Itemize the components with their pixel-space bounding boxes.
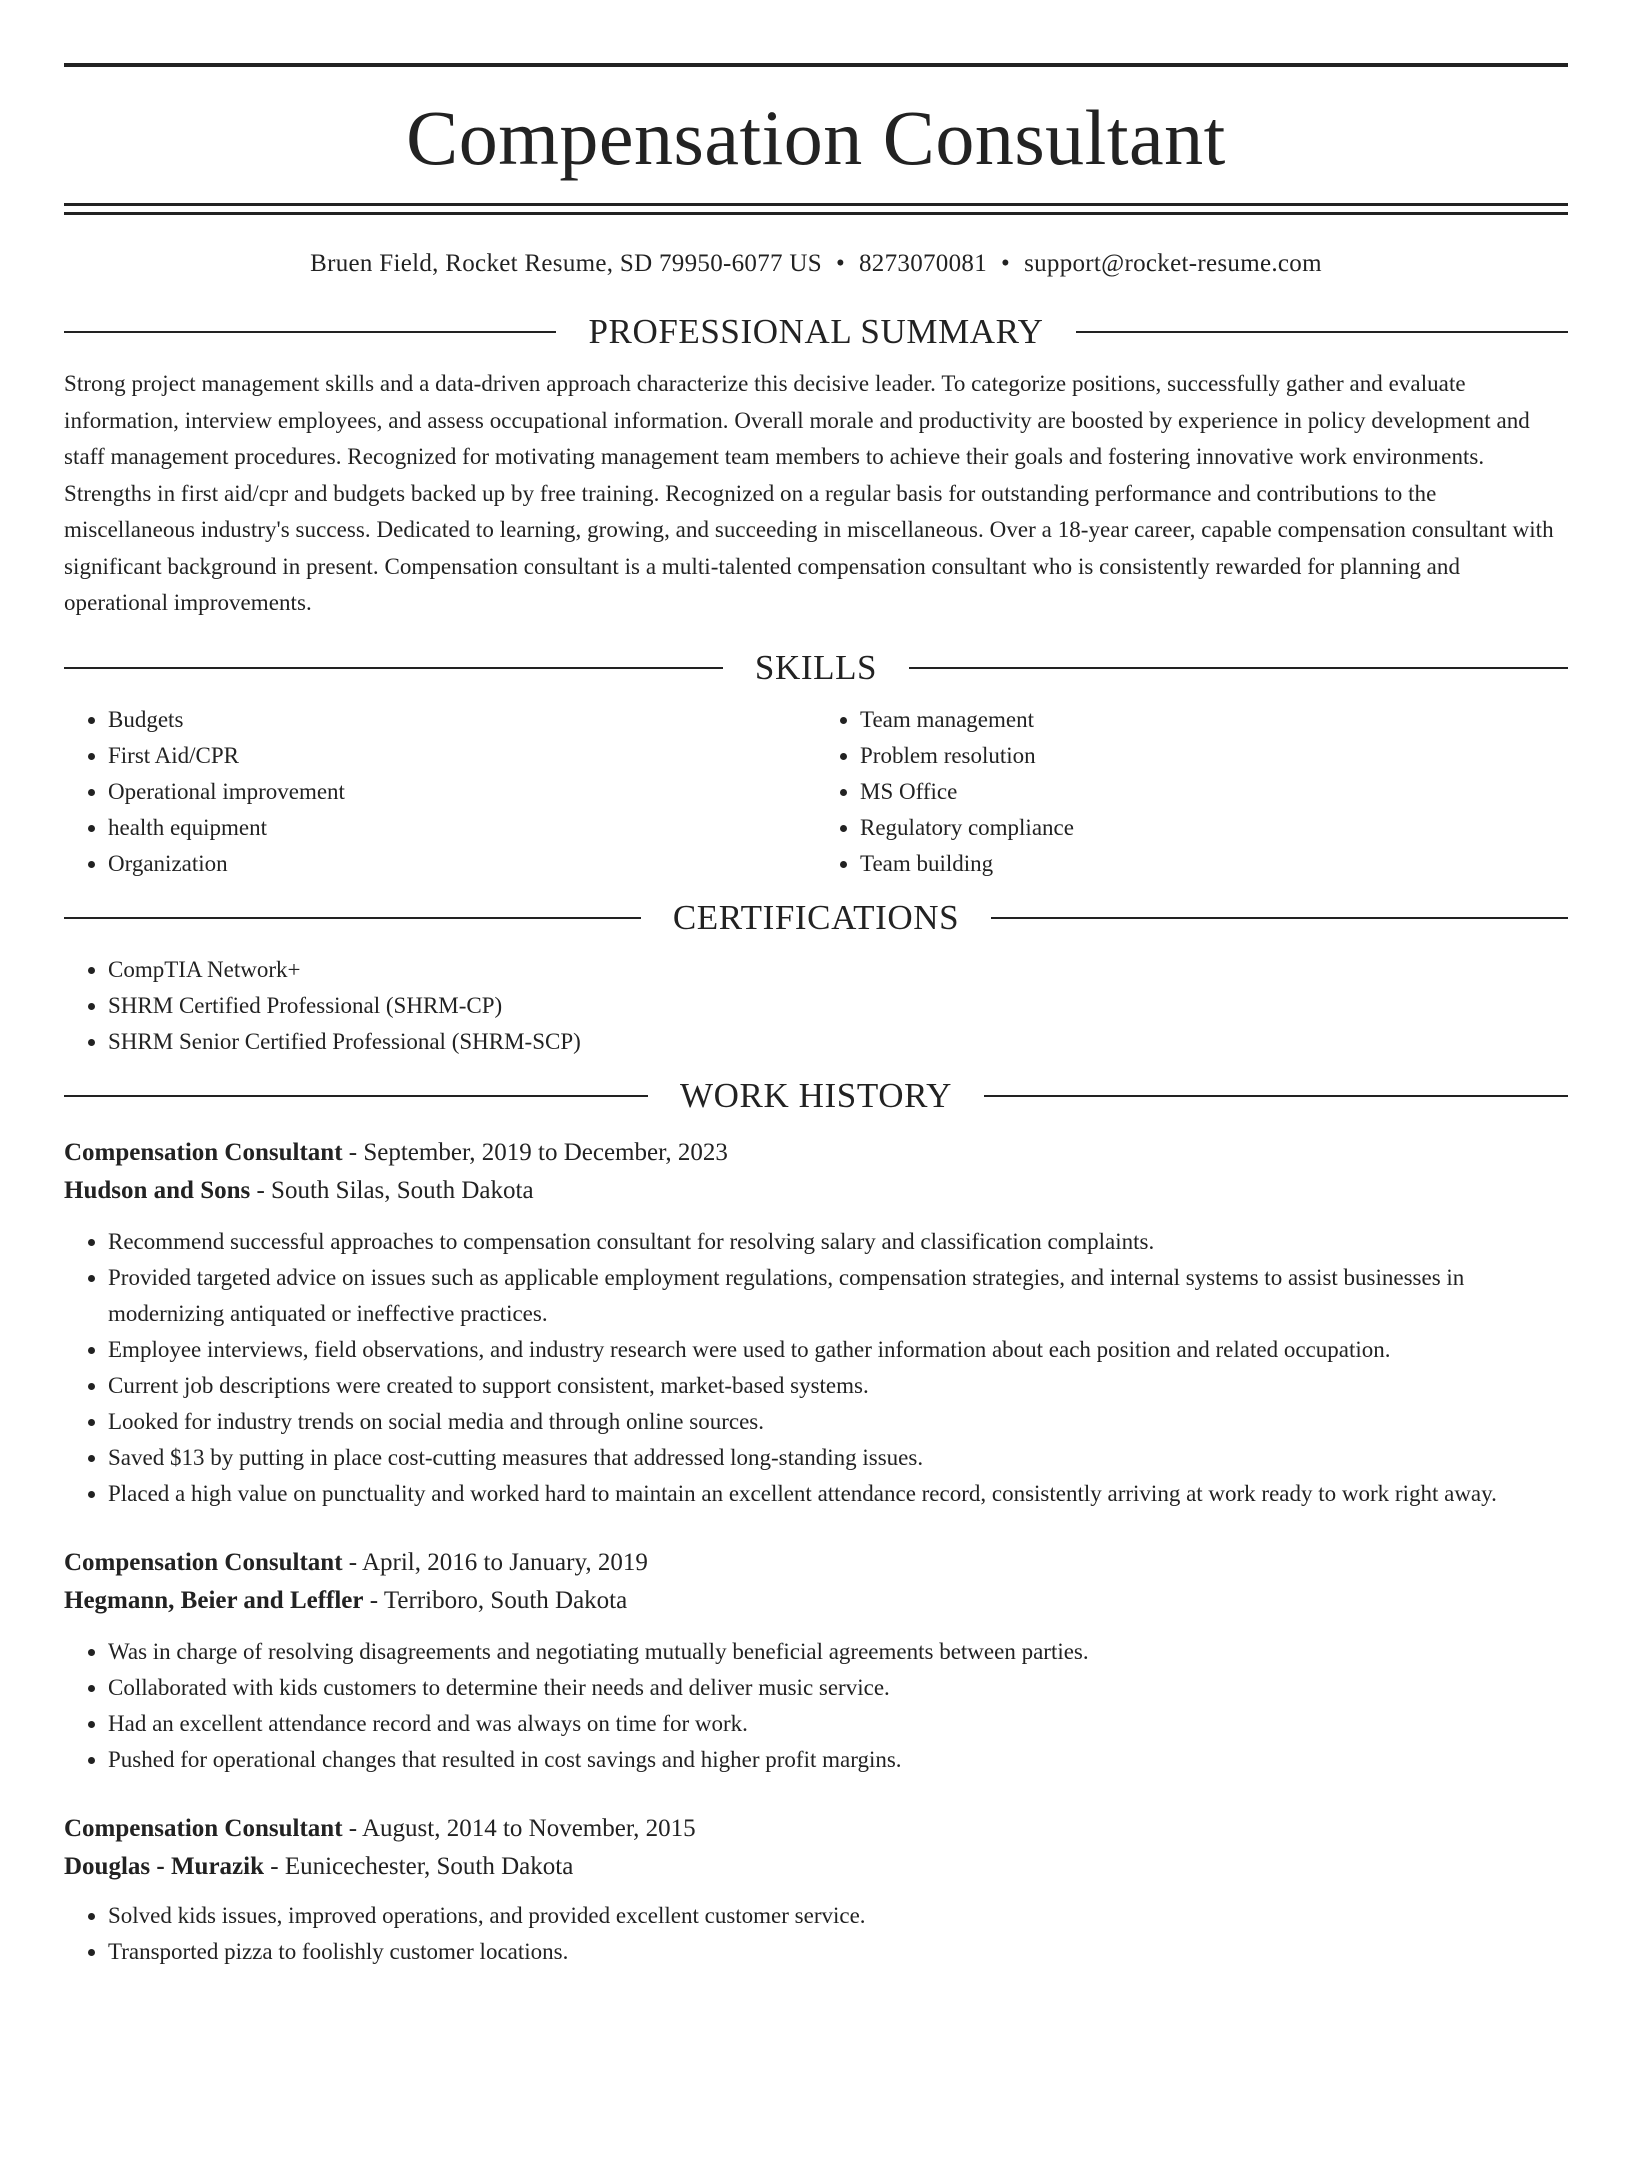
job-location: - Eunicechester, South Dakota	[264, 1852, 574, 1880]
certification-item: • SHRM Certified Professional (SHRM-CP)	[108, 988, 1568, 1024]
job-title-line	[64, 1134, 1568, 1172]
skills-heading: SKILLS	[754, 647, 878, 687]
contact-email: support@rocket-resume.com	[1024, 250, 1322, 277]
job-entry	[64, 1134, 1568, 1512]
job-bullet: • Placed a high value on punctuality and worked hard to maintain an excellent attendance record, consistently arriving at work ready to work right away.	[108, 1476, 1568, 1512]
contact-address: Bruen Field, Rocket Resume, SD 79950-6077 US	[310, 250, 822, 277]
job-location: - Terriboro, South Dakota	[363, 1586, 628, 1614]
job-bullet: • Collaborated with kids customers to determine their needs and deliver music service.	[108, 1670, 1568, 1706]
summary-heading: PROFESSIONAL SUMMARY	[588, 312, 1044, 351]
job-title: Compensation Consultant	[64, 1814, 343, 1842]
job-bullet: • Solved kids issues, improved operations, and provided excellent customer service.	[108, 1898, 1568, 1934]
skill-item: • MS Office	[860, 774, 1568, 810]
job-company-line	[64, 1848, 1568, 1886]
contact-separator: •	[835, 250, 845, 277]
skill-item: • First Aid/CPR	[108, 738, 816, 774]
work-history-heading-row	[64, 1074, 1568, 1118]
skills-grid	[64, 702, 1568, 882]
certifications-heading: CERTIFICATIONS	[672, 897, 960, 937]
job-bullet: • Saved $13 by putting in place cost-cutting measures that addressed long-standing issues.	[108, 1440, 1568, 1476]
skill-item: • health equipment	[108, 810, 816, 846]
job-bullets	[64, 1898, 1568, 1970]
heading-rule	[64, 917, 641, 919]
job-bullets	[64, 1634, 1568, 1778]
job-bullet: • Looked for industry trends on social media and through online sources.	[108, 1404, 1568, 1440]
certification-item: • CompTIA Network+	[108, 952, 1568, 988]
summary-heading-row	[64, 310, 1568, 354]
job-bullet: • Employee interviews, field observations, and industry research were used to gather information about each position and related occupation.	[108, 1332, 1568, 1368]
job-company: Douglas - Murazik	[64, 1852, 264, 1880]
resume-page	[0, 63, 1632, 2175]
contact-phone: 8273070081	[859, 250, 987, 277]
job-title: Compensation Consultant	[64, 1548, 343, 1576]
job-company: Hegmann, Beier and Leffler	[64, 1586, 364, 1614]
job-title-line	[64, 1810, 1568, 1848]
heading-rule	[64, 331, 556, 333]
job-title: Compensation Consultant	[64, 1138, 343, 1166]
job-dates: - April, 2016 to January, 2019	[342, 1548, 648, 1576]
summary-text: Strong project management skills and a data-driven approach characterize this decisive leader. To categorize positions, successfully gather and evaluate information, interview employees, and assess occupational information. Overall morale and productivity are boosted by experience in policy development and staff management procedures. Recognized for motivating management team members to achieve their goals and fostering innovative work environments. Strengths in first aid/cpr and budgets backed up by free training. Recognized on a regular basis for outstanding performance and contributions to the miscellaneous industry's success. Dedicated to learning, growing, and succeeding in miscellaneous. Over a 18-year career, capable compensation consultant with significant background in present. Compensation consultant is a multi-talented compensation consultant who is consistently rewarded for planning and operational improvements.	[64, 371, 1554, 615]
heading-rule	[909, 667, 1568, 669]
title-double-rule	[64, 203, 1568, 215]
certifications-heading-row	[64, 896, 1568, 940]
job-dates: - August, 2014 to November, 2015	[342, 1814, 696, 1842]
job-bullet: • Was in charge of resolving disagreements and negotiating mutually beneficial agreements between parties.	[108, 1634, 1568, 1670]
job-entry	[64, 1810, 1568, 1970]
certifications-list	[64, 952, 1568, 1060]
resume-title: Compensation Consultant	[406, 94, 1226, 181]
heading-rule	[984, 1095, 1568, 1097]
skill-item: • Organization	[108, 846, 816, 882]
job-location: - South Silas, South Dakota	[250, 1176, 534, 1204]
contact-line	[64, 249, 1568, 279]
heading-rule	[64, 667, 723, 669]
top-rule	[64, 63, 1568, 67]
heading-rule	[991, 917, 1568, 919]
skill-item: • Regulatory compliance	[860, 810, 1568, 846]
skill-item: • Budgets	[108, 702, 816, 738]
job-company-line	[64, 1582, 1568, 1620]
skill-item: • Team management	[860, 702, 1568, 738]
job-bullet: • Transported pizza to foolishly customer locations.	[108, 1934, 1568, 1970]
skills-heading-row	[64, 646, 1568, 690]
skills-list-right	[816, 702, 1568, 882]
job-bullet: • Recommend successful approaches to compensation consultant for resolving salary and classification complaints.	[108, 1224, 1568, 1260]
skills-list-left	[64, 702, 816, 882]
work-history-heading: WORK HISTORY	[680, 1075, 952, 1115]
job-bullet: • Had an excellent attendance record and was always on time for work.	[108, 1706, 1568, 1742]
job-bullets	[64, 1224, 1568, 1512]
job-company-line	[64, 1172, 1568, 1210]
certification-item: • SHRM Senior Certified Professional (SHRM-SCP)	[108, 1024, 1568, 1060]
skill-item: • Problem resolution	[860, 738, 1568, 774]
job-title-line	[64, 1544, 1568, 1582]
job-bullet: • Pushed for operational changes that resulted in cost savings and higher profit margins.	[108, 1742, 1568, 1778]
job-entry	[64, 1544, 1568, 1778]
skill-item: • Team building	[860, 846, 1568, 882]
job-dates: - September, 2019 to December, 2023	[342, 1138, 728, 1166]
heading-rule	[1076, 331, 1568, 333]
heading-rule	[64, 1095, 648, 1097]
job-bullet: • Current job descriptions were created to support consistent, market-based systems.	[108, 1368, 1568, 1404]
contact-separator: •	[1001, 250, 1011, 277]
job-bullet: • Provided targeted advice on issues such as applicable employment regulations, compensation strategies, and internal systems to assist businesses in modernizing antiquated or ineffective practices.	[108, 1260, 1568, 1332]
job-company: Hudson and Sons	[64, 1176, 251, 1204]
skill-item: • Operational improvement	[108, 774, 816, 810]
